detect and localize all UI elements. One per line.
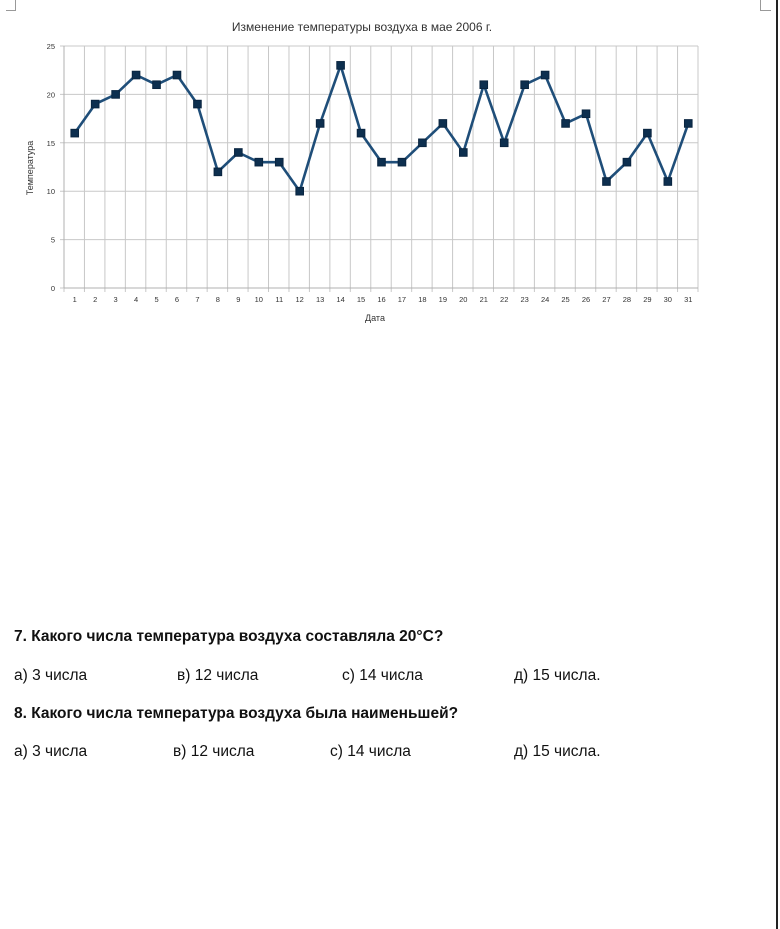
data-point: [541, 71, 549, 79]
x-tick-label: 26: [581, 295, 591, 304]
y-tick-label: 0: [50, 284, 55, 293]
question-7-option-b: в) 12 числа: [177, 667, 259, 684]
x-tick-label: 15: [356, 295, 366, 304]
x-tick-label: 10: [254, 295, 263, 304]
data-point: [419, 139, 427, 147]
y-tick-label: 15: [46, 138, 55, 148]
data-point: [664, 178, 672, 186]
data-point: [214, 168, 222, 176]
data-point: [112, 91, 120, 99]
x-tick-label: 6: [174, 295, 180, 304]
x-tick-label: 3: [113, 295, 118, 304]
data-point: [153, 81, 161, 89]
x-tick-labels: [73, 295, 693, 304]
x-tick-label: 20: [459, 295, 468, 304]
y-tick-label: 10: [46, 187, 55, 197]
data-point: [71, 129, 79, 137]
x-tick-label: 11: [275, 295, 284, 304]
x-tick-label: 18: [418, 295, 427, 304]
x-tick-label: 19: [438, 295, 448, 304]
x-tick-label: 28: [622, 295, 632, 304]
x-tick-label: 4: [133, 295, 139, 304]
x-tick-label: 31: [684, 295, 693, 304]
y-tick-label: 5: [50, 235, 55, 245]
x-tick-label: 30: [663, 295, 672, 304]
data-point: [480, 81, 488, 89]
data-point: [378, 158, 386, 166]
data-point: [235, 149, 243, 157]
data-point: [255, 158, 263, 166]
x-tick-label: 16: [377, 295, 386, 304]
x-tick-label: 1: [72, 295, 77, 304]
x-tick-label: 27: [602, 295, 611, 304]
y-tick-label: 25: [46, 42, 55, 51]
data-point: [337, 62, 345, 70]
data-point: [644, 129, 652, 137]
question-8-option-c: с) 14 числа: [330, 743, 411, 760]
data-point: [316, 120, 324, 128]
data-point: [562, 120, 570, 128]
question-8-option-b: в) 12 числа: [173, 743, 255, 760]
x-axis-label: Дата: [365, 313, 385, 323]
question-7-option-a: а) 3 числа: [14, 667, 88, 684]
data-point: [603, 178, 611, 186]
x-tick-label: 2: [93, 295, 98, 304]
y-tick-label: 20: [46, 90, 55, 100]
x-tick-label: 13: [315, 295, 325, 304]
question-8-option-d: д) 15 числа.: [514, 743, 601, 760]
x-tick-label: 29: [643, 295, 652, 304]
x-tick-label: 23: [520, 295, 529, 304]
x-tick-label: 22: [500, 295, 509, 304]
data-point: [91, 100, 99, 108]
question-8: 8. Какого числа температура воздуха была наименьшей?: [14, 705, 459, 722]
x-tick-label: 8: [215, 295, 220, 304]
data-point: [521, 81, 529, 89]
data-point: [684, 120, 692, 128]
x-tick-label: 9: [236, 295, 241, 304]
x-tick-label: 14: [336, 295, 345, 304]
data-point: [460, 149, 468, 157]
data-point: [194, 100, 202, 108]
data-point: [439, 120, 447, 128]
x-tick-label: 25: [561, 295, 570, 304]
x-tick-label: 17: [397, 295, 407, 304]
data-point: [132, 71, 140, 79]
y-tick-labels: [47, 42, 55, 293]
question-8-option-a: а) 3 числа: [14, 743, 88, 760]
x-tick-label: 21: [479, 295, 488, 304]
chart-title: Изменение температуры воздуха в мае 2006 г.: [231, 20, 493, 34]
y-axis-label: Температура: [25, 140, 35, 196]
x-tick-label: 7: [195, 295, 200, 304]
data-point: [500, 139, 508, 147]
data-point: [582, 110, 590, 118]
x-tick-label: 5: [154, 295, 159, 304]
x-tick-label: 24: [540, 295, 550, 304]
data-point: [173, 71, 181, 79]
question-7: 7. Какого числа температура воздуха составляла 20°С?: [14, 628, 444, 645]
temperature-line-chart: [0, 0, 780, 330]
data-point: [275, 158, 283, 166]
question-7-option-c: с) 14 числа: [342, 667, 423, 684]
data-point: [398, 158, 406, 166]
x-tick-label: 12: [295, 295, 304, 304]
question-7-option-d: д) 15 числа.: [514, 667, 601, 684]
data-point: [623, 158, 631, 166]
data-point: [357, 129, 365, 137]
data-point: [296, 187, 304, 195]
